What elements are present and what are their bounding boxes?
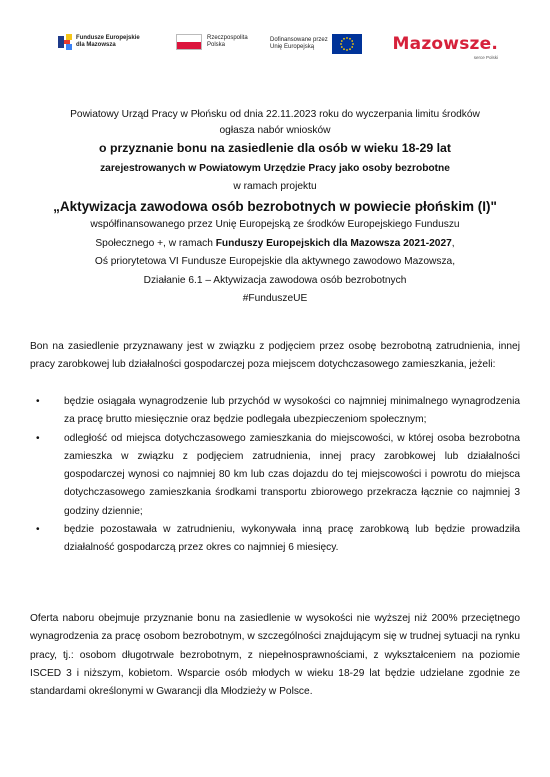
mazowsze-tagline: serce Polski	[473, 55, 498, 60]
list-item	[30, 430, 520, 521]
eu-flag-icon	[332, 34, 362, 54]
bullet-icon: •	[36, 524, 40, 536]
header-line-8-c: ,	[451, 237, 455, 249]
mazowsze-wordmark: Mazowsze.	[392, 34, 498, 54]
rp-logo-line-1: Rzeczpospolita	[207, 35, 248, 41]
fe-logo-line-1: Fundusze Europejskie	[76, 35, 140, 41]
header-line-2: ogłasza nabór wniosków	[219, 124, 331, 136]
fe-emblem-icon	[58, 34, 72, 50]
intro-paragraph: Bon na zasiedlenie przyznawany jest w związku z podjęciem przez osobę bezrobotną zatrudnienia, innej pracy zarobkowej lub działalności gospodarczej poza miejscem dotychczasowego zamieszkania, jeżeli:	[30, 341, 520, 371]
header-line-8	[30, 236, 520, 252]
eu-logo-line-2: Unię Europejską	[270, 44, 315, 50]
list-item	[30, 521, 520, 558]
header-line-8-b: Funduszy Europejskich dla Mazowsza 2021-2027	[215, 237, 452, 249]
project-title: „Aktywizacja zawodowa osób bezrobotnych w powiecie płońskim (I)"	[53, 198, 497, 214]
header-line-7: współfinansowanego przez Unię Europejską ze środków Europejskiego Funduszu	[90, 219, 460, 230]
hashtag: #FunduszeUE	[242, 293, 308, 304]
header-line-5: w ramach projektu	[233, 181, 317, 192]
header-line-9: Oś priorytetowa VI Fundusze Europejskie dla aktywnego zawodowo Mazowsza,	[94, 256, 456, 267]
fe-logo-line-2: dla Mazowsza	[76, 42, 116, 48]
header-line-3: o przyznanie bonu na zasiedlenie dla osób w wieku 18-29 lat	[99, 141, 451, 155]
fundusze-europejskie-logo	[58, 34, 140, 50]
header-line-1: Powiatowy Urząd Pracy w Płońsku od dnia 22.11.2023 roku do wyczerpania limitu środków	[70, 109, 480, 120]
bullet-icon: •	[36, 432, 40, 444]
logo-bar	[58, 34, 498, 70]
list-item-text: odległość od miejsca dotychczasowego zamieszkania do miejscowości, w której osoba bezrobotna zamieszka w związku z podjęciem zatrudnienia, innej pracy zarobkowej lub działalności gospodarczej wynosi co najmniej 80 km lub czas dojazdu do tej miejscowości i powrotu do miejsca dotychczasowego zamieszkania środkami transportu zbiorowego przekracza łącznie co najmniej 3 godziny dziennie;	[64, 432, 520, 517]
polish-flag-icon	[176, 34, 202, 50]
eu-logo-line-1: Dofinansowane przez	[270, 37, 328, 43]
bullet-icon: •	[36, 396, 40, 407]
list-item-text: będzie pozostawała w zatrudnieniu, wykonywała inną pracę zarobkową lub będzie prowadziła działalność gospodarczą przez okres co najmniej 6 miesięcy.	[64, 524, 520, 554]
announcement-header	[30, 107, 520, 307]
offer-paragraph: Oferta naboru obejmuje przyznanie bonu na zasiedlenie w wysokości nie wyższej niż 200% przeciętnego wynagrodzenia za pracę osobom bezrobotnym, w szczególności znajdującym się w trudnej sytuacji na rynku pracy, tj.: osobom długotrwale bezrobotnym, z niepełnosprawnościami, z wykształceniem na poziomie ISCED 3 i niższym, kobietom. Wsparcie osób młodych w wieku 18-29 lat będzie udzielane zgodnie ze standardami określonymi w Gwarancji dla Młodzieży w Polsce.	[30, 613, 520, 698]
eu-cofinanced-logo	[270, 34, 362, 54]
list-item	[30, 393, 520, 430]
rp-logo-line-2: Polska	[207, 42, 226, 48]
rzeczpospolita-polska-logo	[176, 34, 248, 50]
list-item-text: będzie osiągała wynagrodzenie lub przychód w wysokości co najmniej minimalnego wynagrodzenia za pracę brutto miesięcznie oraz będzie podlegała ubezpieczeniom społecznym;	[64, 396, 520, 426]
header-line-4: zarejestrowanych w Powiatowym Urzędzie Pracy jako osoby bezrobotne	[100, 162, 450, 174]
mazowsze-logo	[368, 34, 498, 60]
header-line-8-a: Społecznego +, w ramach	[95, 237, 216, 249]
header-line-10: Działanie 6.1 – Aktywizacja zawodowa osób bezrobotnych	[143, 274, 407, 286]
conditions-list	[30, 393, 520, 558]
